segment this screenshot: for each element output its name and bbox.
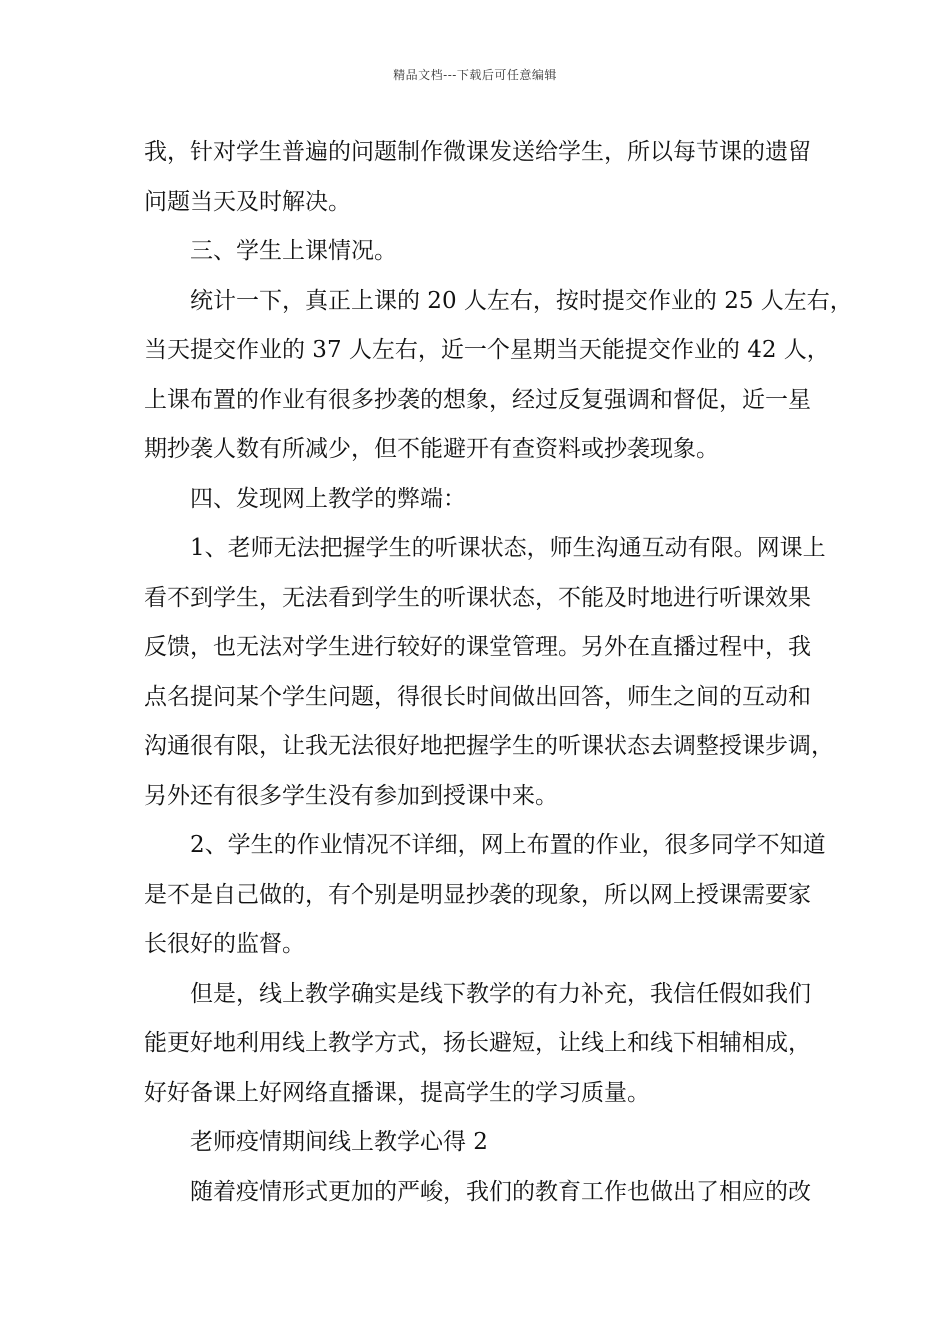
text-line: 但是，线上教学确实是线下教学的有力补充，我信任假如我们 — [190, 980, 811, 1007]
text-line: 长很好的监督。 — [144, 931, 305, 957]
text-line: 上课布置的作业有很多抄袭的想象，经过反复强调和督促，近一星 — [144, 386, 811, 413]
section-heading: 三、学生上课情况。 — [190, 238, 397, 264]
text-line: 我，针对学生普遍的问题制作微课发送给学生，所以每节课的遗留 — [144, 139, 811, 165]
text-line: 反馈，也无法对学生进行较好的课堂管理。另外在直播过程中，我 — [144, 634, 811, 660]
text-line: 点名提问某个学生问题，得很长时间做出回答，师生之间的互动和 — [144, 683, 811, 710]
text-line: 统计一下，真正上课的 20 人左右，按时提交作业的 25 人左右， — [190, 287, 853, 314]
text-line: 期抄袭人数有所减少，但不能避开有查资料或抄袭现象。 — [144, 436, 719, 462]
text-line: 随着疫情形式更加的严峻，我们的教育工作也做出了相应的改 — [190, 1178, 811, 1205]
text-line: 沟通很有限，让我无法很好地把握学生的听课状态去调整授课步调， — [144, 733, 834, 759]
document-body — [144, 128, 853, 1217]
section-heading: 四、发现网上教学的弊端： — [190, 485, 466, 512]
text-line: 问题当天及时解决。 — [144, 188, 351, 215]
text-line: 1、老师无法把握学生的听课状态，师生沟通互动有限。网课上 — [190, 535, 826, 561]
text-line: 看不到学生，无法看到学生的听课状态，不能及时地进行听课效果 — [144, 584, 811, 611]
article-title: 老师疫情期间线上教学心得 2 — [190, 1129, 488, 1155]
text-line: 2、学生的作业情况不详细，网上布置的作业，很多同学不知道 — [190, 832, 826, 858]
page-header: 精品文档---下载后可任意编辑 — [393, 68, 557, 82]
text-line: 当天提交作业的 37 人左右，近一个星期当天能提交作业的 42 人， — [144, 337, 830, 363]
text-line: 好好备课上好网络直播课，提高学生的学习质量。 — [144, 1079, 650, 1106]
text-line: 另外还有很多学生没有参加到授课中来。 — [144, 782, 558, 809]
text-line: 是不是自己做的，有个别是明显抄袭的现象，所以网上授课需要家 — [144, 881, 811, 908]
text-line: 能更好地利用线上教学方式，扬长避短，让线上和线下相辅相成， — [144, 1030, 811, 1056]
